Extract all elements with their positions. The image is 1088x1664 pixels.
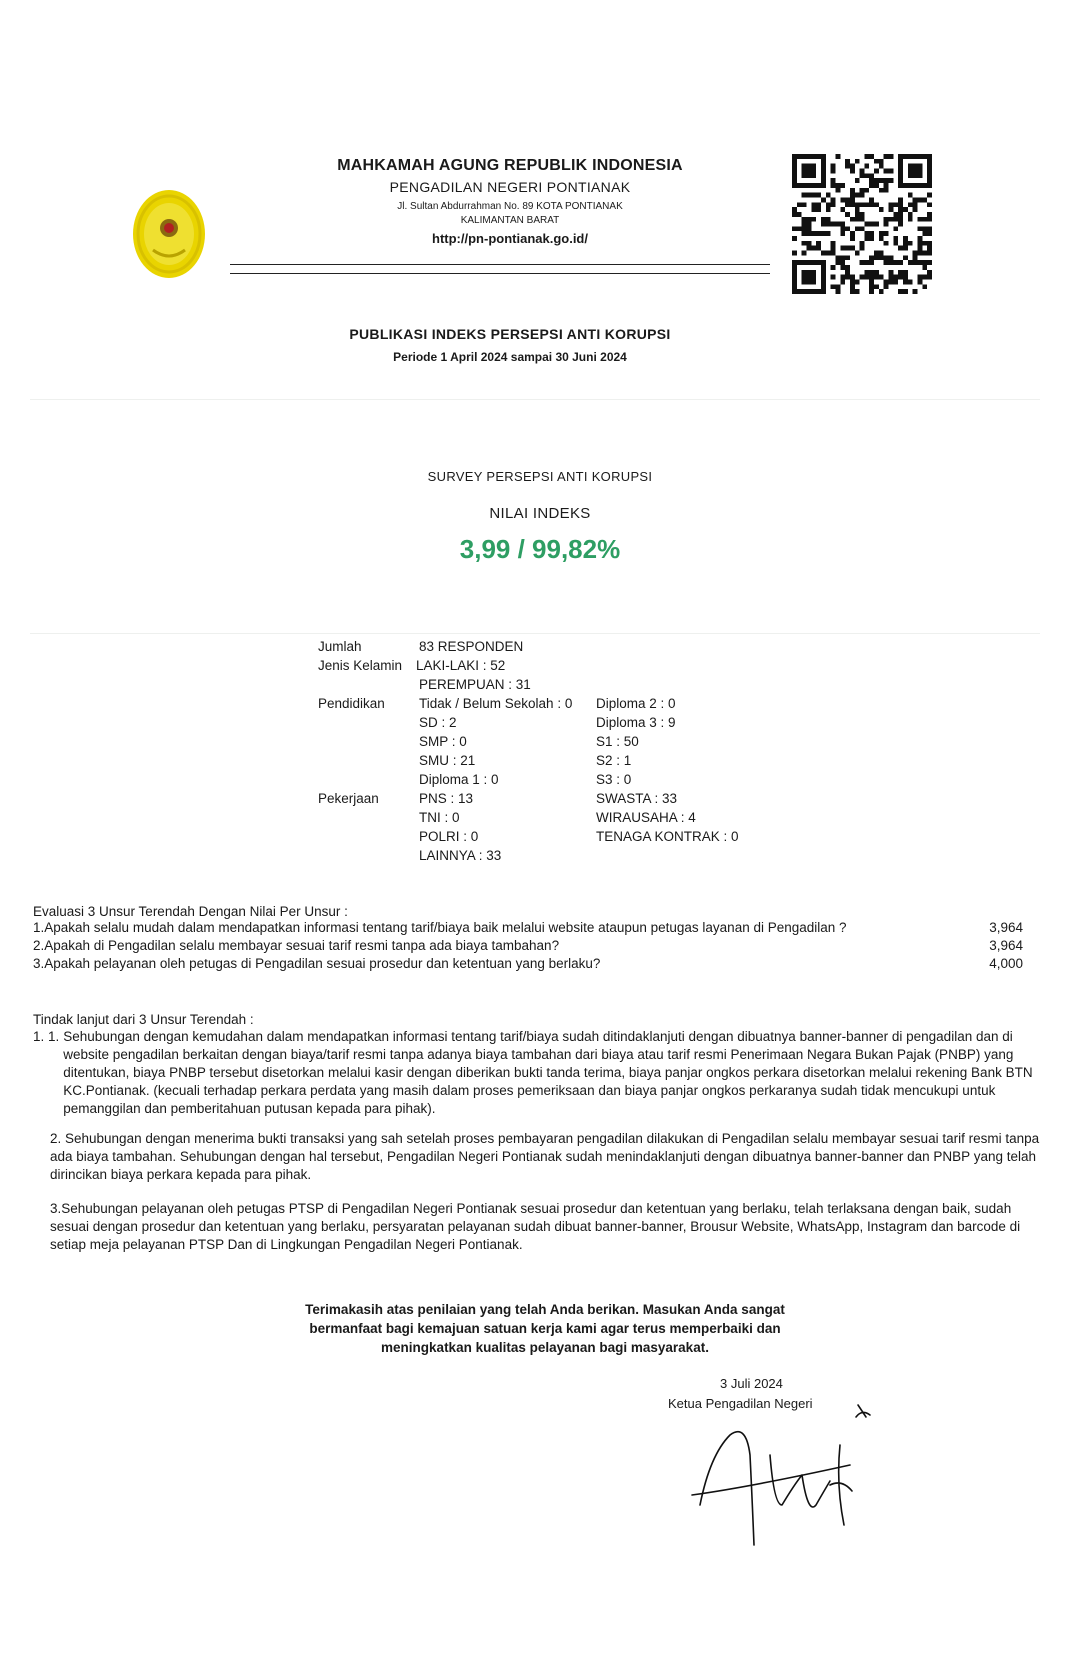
index-label: NILAI INDEKS [489,505,591,522]
list-item: Diploma 2 : 0 [596,696,676,711]
signature-date: 3 Juli 2024 [720,1376,783,1391]
list-item [33,956,1023,974]
evaluation-question: 2.Apakah di Pengadilan selalu membayar sesuai tarif resmi tanpa ada biaya tambahan? [33,938,560,953]
list-item: POLRI : 0 [419,829,479,844]
list-item: PNS : 13 [419,791,474,806]
court-address: Jl. Sultan Abdurrahman No. 89 KOTA PONTIANAK KALIMANTAN BARAT [397,201,623,226]
list-item: LAINNYA : 33 [419,848,502,863]
header-divider [230,264,770,274]
divider [30,633,1040,634]
gender-label: Jenis Kelamin [318,658,403,673]
education-label: Pendidikan [318,696,385,711]
gender-female: PEREMPUAN : 31 [419,677,531,692]
qr-code-icon [792,154,932,294]
list-item: SWASTA : 33 [596,791,678,806]
list-item: SMP : 0 [419,734,467,749]
publication-title: PUBLIKASI INDEKS PERSEPSI ANTI KORUPSI [349,326,671,342]
gender-male: LAKI-LAKI : 52 [416,658,506,673]
list-item: Diploma 3 : 9 [596,715,676,730]
list-item: WIRAUSAHA : 4 [596,810,696,825]
education-list-1 [419,694,572,789]
evaluation-score: 4,000 [989,956,1023,971]
list-item: S3 : 0 [596,772,632,787]
paragraph: Sehubungan dengan kemudahan dalam mendapatkan informasi tentang tarif/biaya sudah ditindaklanjuti dengan dibuatnya banner-banner di pengadilan dan di website pengadilan berkaitan dengan biaya/tarif resmi tanpa adanya biaya tambahan dari biaya atau tarif resmi Penerimaan Negara Bukan Pajak (PNBP) yang ditentukan, biaya PNBP tersebut disetorkan melalui kasir dengan diberikan bukti tanda terima, biaya panjar ongkos perkara disetorkan melalui rekening Bank BTN KC.Pontianak. (kecuali terhadap perkara perdata yang masih dalam proses pemeriksaan dan biaya panjar ongkos perkaranya sudah tidak mencukupi untuk pemanggilan dan pemberitahuan putusan kepada para pihak). [63,1029,1033,1116]
education-list-2 [596,694,676,789]
list-item: TENAGA KONTRAK : 0 [596,829,739,844]
job-list-1 [419,789,501,865]
followup-item-3: 3.Sehubungan pelayanan oleh petugas PTSP di Pengadilan Negeri Pontianak sesuai prosedur dan ketentuan yang berlaku, telah terlaksana dengan baik, sudah sesuai dengan prosedur dan ketentuan yang berlaku, persyaratan pelayanan sudah dibuat banner-banner, Brousur Website, WhatsApp, Instagram dan barcode di setiap meja pelayanan PTSP Dan di Lingkungan Pengadilan Negeri Pontianak. [50,1201,1021,1252]
job-label: Pekerjaan [318,791,379,806]
evaluation-score: 3,964 [989,920,1023,935]
list-prefix: 1. 1. [33,1029,60,1044]
evaluation-question: 3.Apakah pelayanan oleh petugas di Pengadilan sesuai prosedur dan ketentuan yang berlaku? [33,956,601,971]
list-item: TNI : 0 [419,810,460,825]
list-item: Diploma 1 : 0 [419,772,499,787]
job-list-2 [596,789,739,846]
followup-item-2: 2. Sehubungan dengan menerima bukti transaksi yang sah setelah proses pembayaran pengadilan dilakukan di Pengadilan selalu membayar sesuai tarif resmi tanpa ada biaya tambahan. Sehubungan dengan hal tersebut, Pengadilan Negeri Pontianak sudah menindaklanjuti dengan dibuatnya banner-banner dan PNBP yang telah dirincikan biaya perkara kepada para pihak. [50,1131,1040,1182]
divider [30,399,1040,400]
institution-name: MAHKAMAH AGUNG REPUBLIK INDONESIA [337,157,683,174]
list-item: SD : 2 [419,715,457,730]
evaluation-list [33,920,1023,974]
jumlah-value: 83 RESPONDEN [419,639,524,654]
publication-period: Periode 1 April 2024 sampai 30 Juni 2024 [393,350,627,364]
handwritten-signature-icon [690,1395,890,1555]
list-item: S1 : 50 [596,734,639,749]
court-emblem-icon [131,188,207,280]
list-item: SMU : 21 [419,753,476,768]
evaluation-question: 1.Apakah selalu mudah dalam mendapatkan informasi tentang tarif/biaya baik melalui website ataupun petugas layanan di Pengadilan ? [33,920,847,935]
followup-item-1 [33,1028,1041,1118]
list-item: S2 : 1 [596,753,632,768]
evaluation-heading: Evaluasi 3 Unsur Terendah Dengan Nilai Per Unsur : [33,904,348,919]
list-item [33,938,1023,956]
followup-heading: Tindak lanjut dari 3 Unsur Terendah : [33,1012,254,1027]
jumlah-label: Jumlah [318,639,362,654]
signatory-title: Ketua Pengadilan Negeri [668,1396,813,1411]
evaluation-score: 3,964 [989,938,1023,953]
court-website[interactable]: http://pn-pontianak.go.id/ [432,231,588,246]
survey-title: SURVEY PERSEPSI ANTI KORUPSI [427,469,653,484]
court-name: PENGADILAN NEGERI PONTIANAK [389,179,631,195]
list-item [33,920,1023,938]
list-item: Tidak / Belum Sekolah : 0 [419,696,573,711]
closing-message: Terimakasih atas penilaian yang telah Anda berikan. Masukan Anda sangat bermanfaat bagi kemajuan satuan kerja kami agar terus memperbaiki dan meningkatkan kualitas pelayanan bagi masyarakat. [305,1302,785,1355]
index-value: 3,99 / 99,82% [459,534,621,564]
